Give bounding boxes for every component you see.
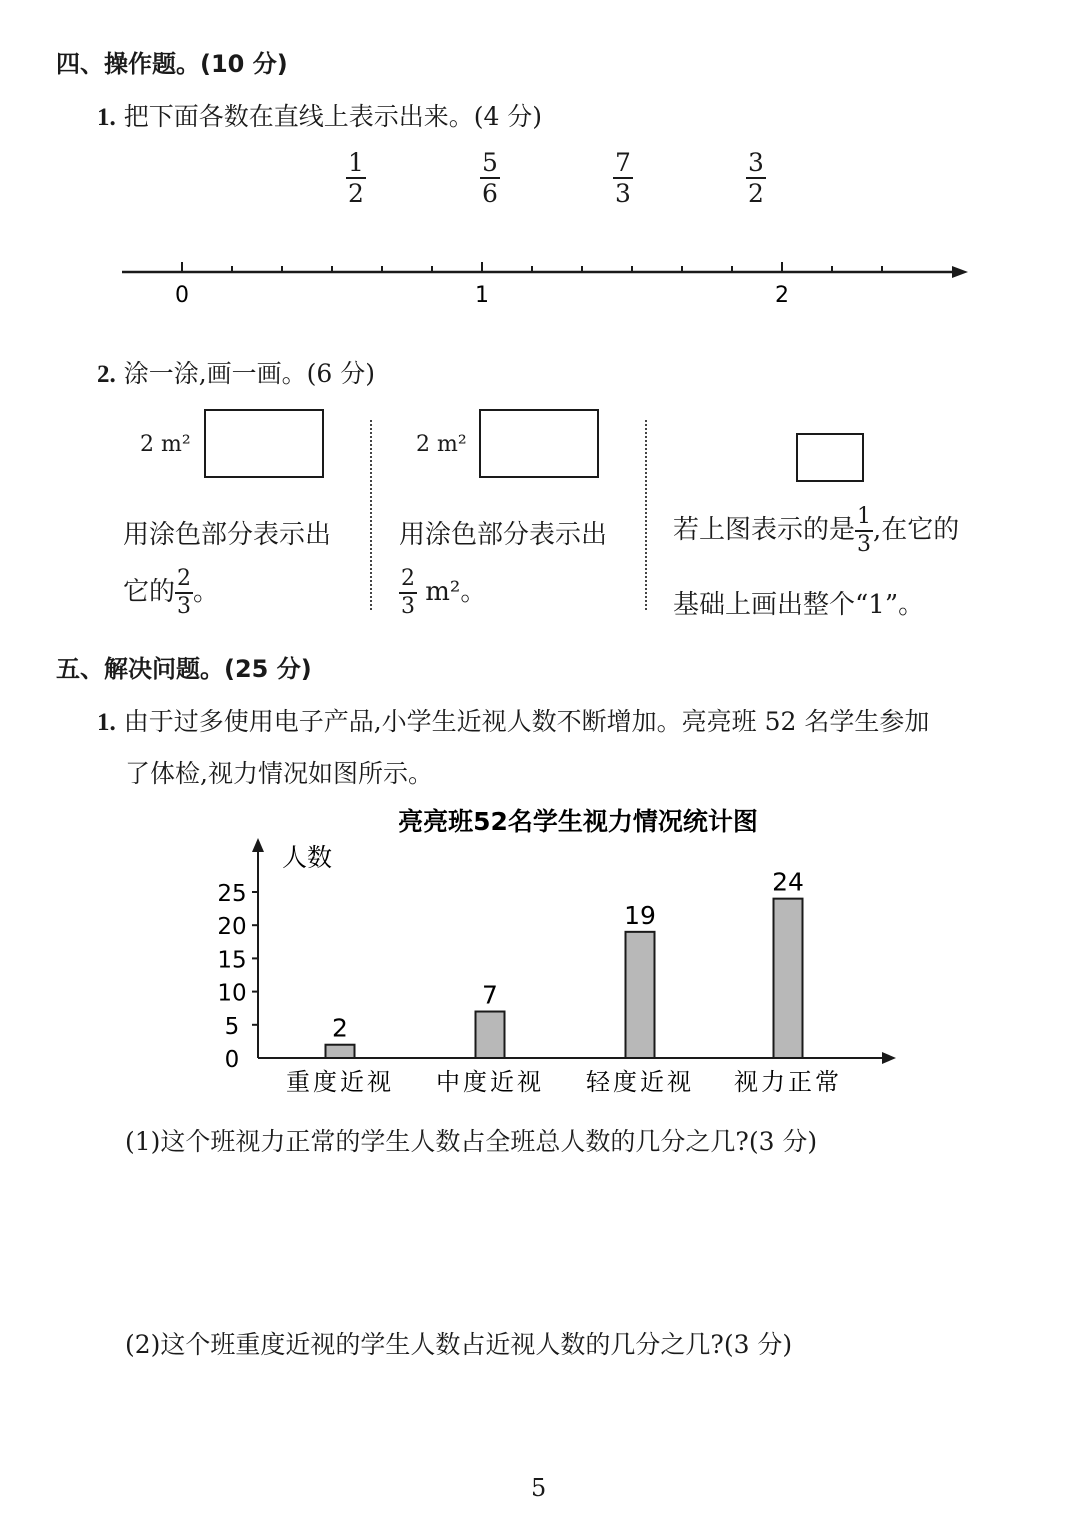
cell3-text-line2: 基础上画出整个“1”。 [673,590,925,620]
cell3-suffix: ,在它的 [873,515,960,545]
x-axis-arrow-icon [882,1052,896,1064]
category-label: 视力正常 [734,1068,842,1096]
shading-rectangle-2[interactable] [479,409,599,478]
bar-value-label: 7 [482,980,498,1010]
y-tick-label: 5 [224,1013,240,1040]
bar [476,1012,505,1058]
bar [774,899,803,1058]
denominator: 2 [348,179,364,208]
sub-question-1: (1)这个班视力正常的学生人数占全班总人数的几分之几?(3 分) [125,1127,818,1156]
y-tick-label: 0 [224,1047,240,1073]
question-number: 2. [97,361,116,388]
category-label: 重度近视 [286,1068,394,1096]
cell3-text-line1 [673,506,959,556]
denominator: 3 [615,179,631,208]
area-label: 2 m² [416,432,467,457]
y-tick-label: 15 [217,947,247,974]
page-number: 5 [531,1474,547,1502]
question-number: 1. [97,104,116,131]
bar [326,1045,355,1058]
numerator: 1 [855,506,873,532]
y-axis-label: 人数 [282,843,333,872]
category-label: 中度近视 [436,1068,544,1096]
y-tick-label: 20 [217,914,247,941]
cell2-suffix: m²。 [417,577,487,607]
fraction-5-6 [480,150,500,206]
question-5-1 [97,702,929,738]
shading-rectangle-1[interactable] [204,409,324,478]
area-label: 2 m² [140,432,191,457]
numerator: 7 [615,148,631,177]
numerator: 2 [175,568,193,594]
chart-title: 亮亮班52名学生视力情况统计图 [398,807,758,836]
category-label: 轻度近视 [586,1068,694,1096]
cell1-prefix: 它的 [123,577,176,607]
numerator: 1 [348,148,364,177]
question-number: 1. [97,709,116,736]
one-third-rectangle [796,433,864,482]
fraction-1-2 [346,150,366,206]
bar-value-label: 19 [624,900,656,930]
question-text: 把下面各数在直线上表示出来。(4 分) [123,102,543,131]
fraction-7-3 [613,150,633,206]
vision-bar-chart [0,790,1074,1100]
axis-label-0: 0 [175,283,189,308]
bar-value-label: 2 [332,1013,348,1043]
cell1-text-line1: 用涂色部分表示出 [123,520,332,550]
question-4-1 [97,97,542,133]
axis-label-2: 2 [775,283,789,308]
cell2-text-line1: 用涂色部分表示出 [399,520,608,550]
y-tick-label: 10 [217,980,247,1007]
fraction-1-3 [855,506,873,556]
cell3-prefix: 若上图表示的是 [673,515,856,545]
fraction-3-2 [746,150,766,206]
numerator: 3 [748,148,764,177]
bar-value-label: 24 [772,867,804,897]
numerator: 5 [482,148,498,177]
section-5-title: 五、解决问题。(25 分) [56,655,312,683]
cell1-suffix: 。 [193,577,220,607]
cell1-text-line2 [123,568,219,618]
number-line [0,240,1074,320]
question-text-line1: 由于过多使用电子产品,小学生近视人数不断增加。亮亮班 52 名学生参加 [123,707,930,736]
dotted-divider [370,420,372,610]
question-text-line2: 了体检,视力情况如图所示。 [125,759,433,788]
dotted-divider [645,420,647,610]
axis-label-1: 1 [475,283,489,308]
denominator: 3 [401,594,415,619]
numerator: 2 [399,568,417,594]
sub-question-2: (2)这个班重度近视的学生人数占近视人数的几分之几?(3 分) [125,1330,793,1359]
question-4-2 [97,354,375,390]
section-4-title: 四、操作题。(10 分) [56,50,288,78]
cell2-text-line2 [399,568,486,618]
denominator: 3 [177,594,192,619]
fraction-2-3 [175,568,193,618]
y-tick-label: 25 [217,881,247,907]
denominator: 6 [482,179,498,208]
denominator: 3 [857,532,872,557]
denominator: 2 [748,179,764,208]
fraction-2-3 [399,568,417,618]
question-text: 涂一涂,画一画。(6 分) [123,359,376,388]
bar [626,932,655,1058]
y-axis-arrow-icon [252,838,264,852]
axis-arrow-icon [952,266,968,278]
